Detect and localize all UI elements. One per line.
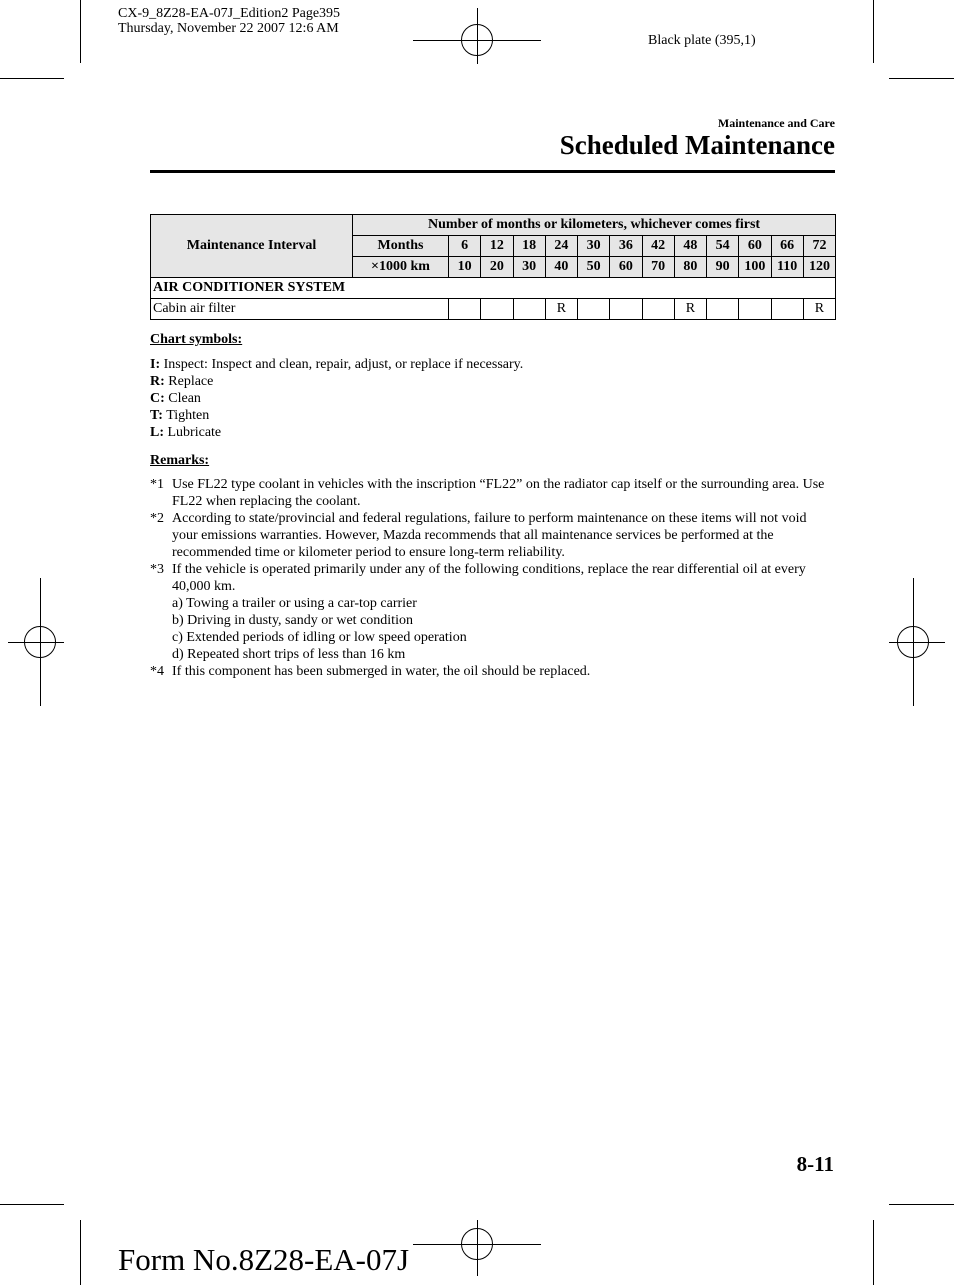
remark-item (150, 510, 835, 561)
section-name: Maintenance and Care (717, 116, 835, 130)
km-label: ×1000 km (353, 257, 449, 278)
remark-item (150, 561, 835, 595)
month-cell: 54 (707, 236, 739, 257)
schedule-cell (771, 299, 803, 320)
month-cell: 12 (481, 236, 513, 257)
remark-number: *1 (150, 477, 164, 492)
schedule-cell (707, 299, 739, 320)
km-cell: 20 (481, 257, 513, 278)
symbol-item (150, 390, 201, 407)
km-cell: 30 (513, 257, 545, 278)
schedule-cell (610, 299, 642, 320)
km-cell: 70 (642, 257, 674, 278)
month-cell: 30 (578, 236, 610, 257)
symbol-text: Lubricate (164, 425, 222, 440)
schedule-cell: R (545, 299, 577, 320)
chart-symbols-heading: Chart symbols: (150, 332, 243, 347)
schedule-cell: R (803, 299, 835, 320)
title-rule (150, 170, 835, 173)
km-cell: 100 (739, 257, 771, 278)
table-row (151, 299, 836, 320)
maintenance-interval-header: Maintenance Interval (151, 215, 353, 278)
schedule-cell (449, 299, 481, 320)
km-cell: 60 (610, 257, 642, 278)
remark-text: If this component has been submerged in water, the oil should be replaced. (172, 664, 591, 679)
km-cell: 110 (771, 257, 803, 278)
schedule-cell (642, 299, 674, 320)
remark-number: *3 (150, 562, 164, 577)
form-number: Form No.8Z28-EA-07J (118, 1242, 410, 1277)
month-cell: 48 (674, 236, 706, 257)
km-cell: 80 (674, 257, 706, 278)
symbol-text: Tighten (162, 408, 210, 423)
symbol-key: I: (150, 357, 161, 372)
symbol-text: Clean (164, 391, 201, 406)
remark-number: *4 (150, 664, 164, 679)
symbol-text: Inspect: Inspect and clean, repair, adjust, or replace if necessary. (160, 357, 524, 372)
schedule-cell (481, 299, 513, 320)
schedule-cell: R (674, 299, 706, 320)
symbol-key: C: (150, 391, 165, 406)
symbol-key: T: (150, 408, 163, 423)
symbol-text: Replace (164, 374, 214, 389)
symbol-item (150, 373, 213, 390)
km-cell: 120 (803, 257, 835, 278)
interval-span-header: Number of months or kilometers, whichever comes first (353, 215, 836, 236)
page-number: 8-11 (796, 1152, 834, 1176)
month-cell: 66 (771, 236, 803, 257)
remark-text: If the vehicle is operated primarily under any of the following conditions, replace the rear differential oil at every 40,000 km. (172, 562, 806, 594)
condition-item: b) Driving in dusty, sandy or wet condition (172, 613, 413, 628)
month-cell: 6 (449, 236, 481, 257)
symbol-item (150, 424, 221, 441)
month-cell: 36 (610, 236, 642, 257)
remark-number: *2 (150, 511, 164, 526)
symbol-key: R: (150, 374, 165, 389)
symbol-key: L: (150, 425, 164, 440)
symbol-item (150, 407, 209, 424)
item-name: Cabin air filter (151, 299, 449, 320)
condition-item: d) Repeated short trips of less than 16 km (172, 647, 406, 662)
km-cell: 90 (707, 257, 739, 278)
condition-item: c) Extended periods of idling or low speed operation (172, 630, 467, 645)
km-cell: 40 (545, 257, 577, 278)
table-header-row (151, 215, 836, 236)
schedule-cell (739, 299, 771, 320)
air-conditioner-system-heading: AIR CONDITIONER SYSTEM (151, 278, 836, 299)
print-job-id: CX-9_8Z28-EA-07J_Edition2 Page395 (118, 6, 341, 21)
symbol-item (150, 356, 523, 373)
print-timestamp: Thursday, November 22 2007 12:6 AM (118, 21, 339, 36)
month-cell: 24 (545, 236, 577, 257)
plate-label: Black plate (395,1) (648, 33, 756, 48)
km-cell: 50 (578, 257, 610, 278)
remark-text: According to state/provincial and federal regulations, failure to perform maintenance on these items will not void your emissions warranties. However, Mazda recommends that all maintenance services be performed at the recommended time or kilometer period to ensure long-term reliability. (172, 511, 807, 560)
km-cell: 10 (449, 257, 481, 278)
remarks-heading: Remarks: (150, 453, 210, 468)
maintenance-schedule-table (150, 214, 836, 320)
condition-item: a) Towing a trailer or using a car-top carrier (172, 596, 417, 611)
remark-item (150, 476, 835, 510)
month-cell: 60 (739, 236, 771, 257)
remark-item (150, 663, 835, 680)
schedule-cell (578, 299, 610, 320)
month-cell: 18 (513, 236, 545, 257)
month-cell: 72 (803, 236, 835, 257)
month-cell: 42 (642, 236, 674, 257)
remark-text: Use FL22 type coolant in vehicles with the inscription “FL22” on the radiator cap itself or the surrounding area. Use FL22 when replacing the coolant. (172, 477, 825, 509)
page-title: Scheduled Maintenance (559, 130, 835, 160)
section-row (151, 278, 836, 299)
months-label: Months (353, 236, 449, 257)
schedule-cell (513, 299, 545, 320)
